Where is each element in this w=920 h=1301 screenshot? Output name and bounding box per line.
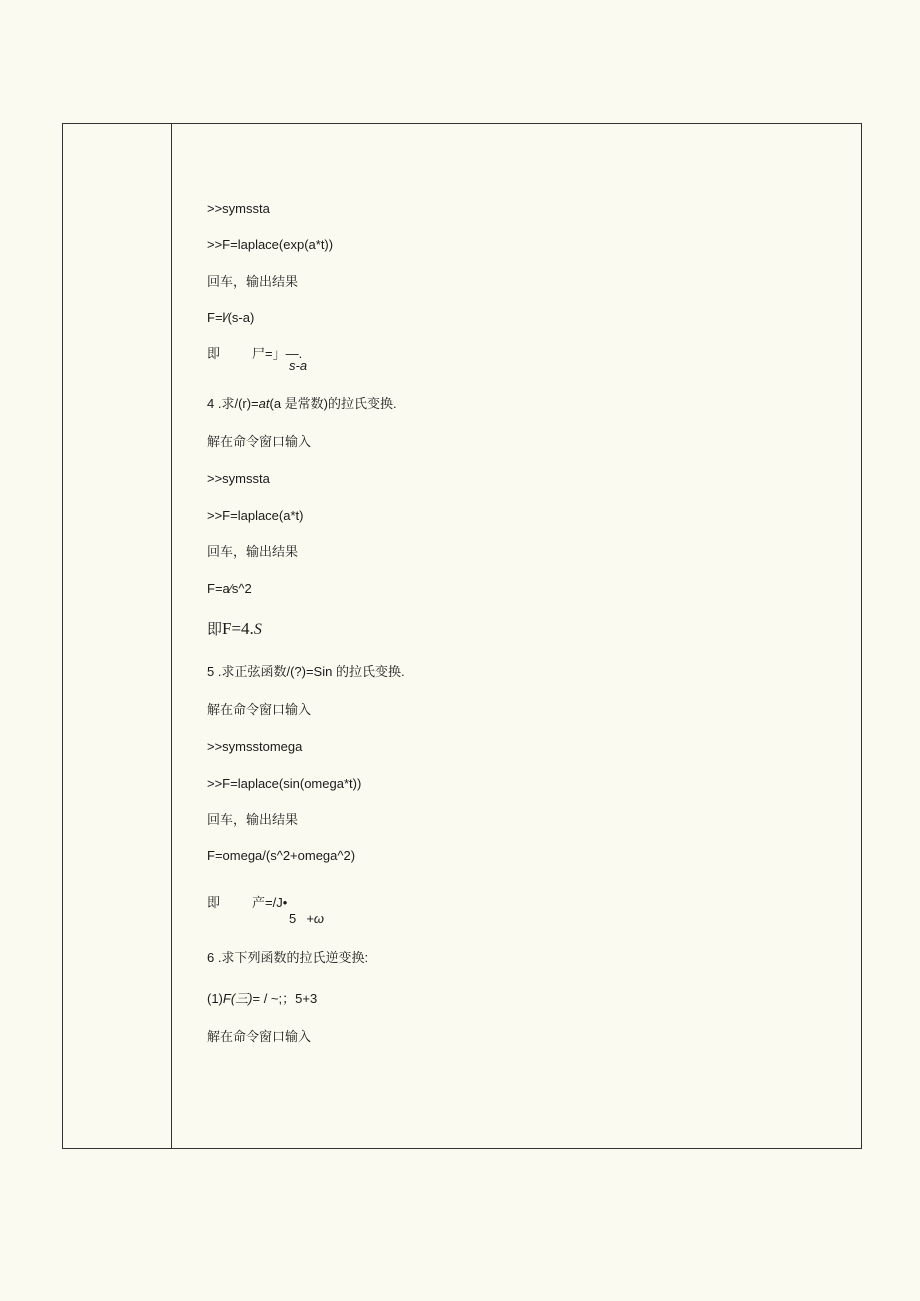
item-function: F(三) (222, 991, 253, 1006)
code-line: >>symssta (207, 471, 270, 486)
formula-line (207, 346, 302, 362)
formula-denominator: s-a (289, 358, 308, 373)
denominator-part: +ω (306, 911, 324, 926)
problem-var: at (258, 396, 270, 411)
formula-prefix: 即 (207, 895, 221, 910)
problem-heading: 6 .求下列函数的拉氏逆变换: (207, 950, 369, 965)
problem-text: 4 .求/(r)= (207, 396, 259, 411)
item-number: (1) (207, 991, 223, 1006)
formula-line (207, 621, 262, 638)
column-divider (171, 124, 172, 1148)
problem-item (207, 991, 317, 1007)
text-line: 回车，输出结果 (207, 274, 299, 289)
code-line: >>F=laplace(sin(omega*t)) (207, 776, 362, 791)
formula-expression: 尸=」—. (252, 346, 303, 361)
problem-text: (a 是常数)的拉氏变换. (269, 396, 397, 411)
document-table (62, 123, 862, 1149)
item-expression: = / ~;；5+3 (252, 991, 318, 1006)
text-line: 回车，输出结果 (207, 544, 299, 559)
formula-line (207, 895, 287, 911)
formula-prefix: 即 (207, 346, 221, 361)
code-line: >>F=laplace(a*t) (207, 508, 304, 523)
code-line: F=omega/(s^2+omega^2) (207, 848, 356, 863)
code-line: >>symssta (207, 201, 270, 216)
formula-expression: 产=/J• (252, 895, 288, 910)
formula-prefix: 即 (207, 622, 223, 638)
code-line: F=l⁄(s-a) (207, 310, 255, 325)
denominator-part: 5 (289, 911, 297, 926)
text-line: 解在命令窗口输入 (207, 1029, 312, 1044)
problem-heading: 5 .求正弦函数/(?)=Sin 的拉氏变换. (207, 664, 405, 679)
code-line: >>symsstomega (207, 739, 303, 754)
code-line: >>F=laplace(exp(a*t)) (207, 237, 334, 252)
formula-expression: F=4. (222, 619, 254, 638)
text-line: 解在命令窗口输入 (207, 702, 312, 717)
code-line: F=a⁄s^2 (207, 581, 252, 596)
formula-denominator (289, 911, 324, 927)
text-line: 解在命令窗口输入 (207, 434, 312, 449)
problem-heading (207, 396, 397, 412)
text-line: 回车，输出结果 (207, 812, 299, 827)
formula-var: S (253, 621, 262, 638)
